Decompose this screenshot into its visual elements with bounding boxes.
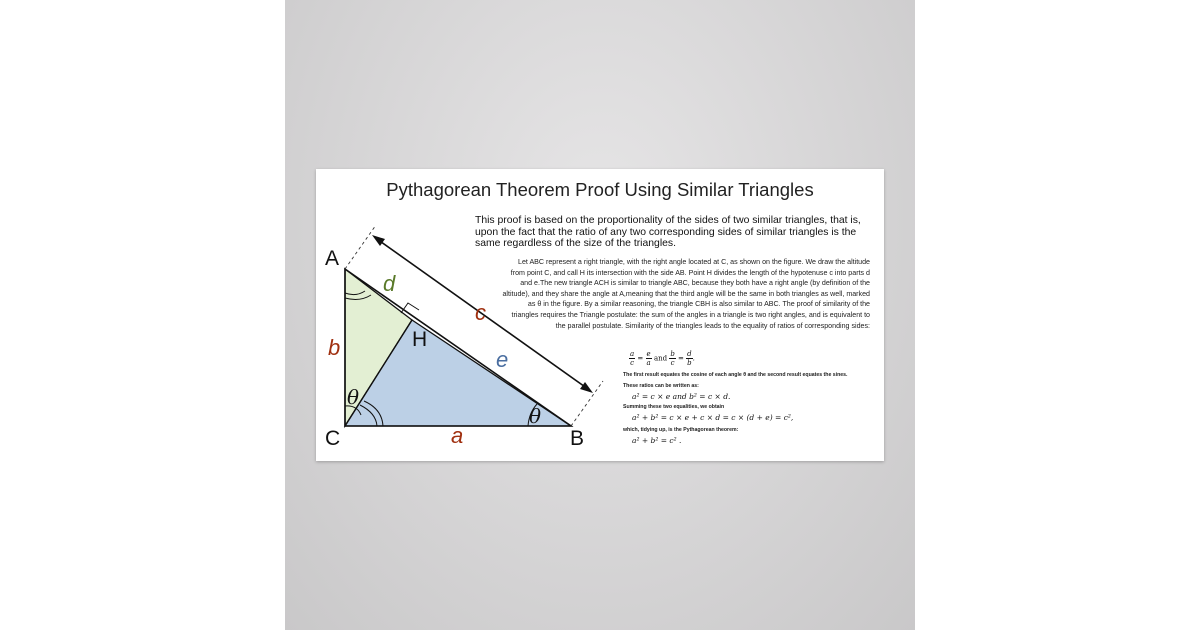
note-ratios-written: These ratios can be written as: [623, 383, 699, 389]
fraction-d-over-b: $\frac{d}{b}$ [687, 350, 692, 367]
intro-paragraph: This proof is based on the proportionality of the sides of two similar triangles, that is, upon the fact that the ratio of any two corresponding sides of similar triangles is the same regardless of the size of the triangles. [475, 215, 861, 250]
note-summing: Summing these two equalities, we obtain [623, 404, 725, 410]
note-tidying: which, tidying up, is the Pythagorean theorem: [623, 427, 739, 433]
vertex-label-C: C [325, 427, 341, 450]
poster-title: Pythagorean Theorem Proof Using Similar Triangles [386, 179, 814, 200]
fraction-e-over-a: $\frac{e}{a}$ [646, 350, 651, 367]
side-label-b: b [328, 335, 341, 360]
equation-pythagorean: a² + b² = c² . [632, 436, 682, 445]
poster [316, 169, 884, 461]
equation-sum: a² + b² = c × e + c × d = c × (d + e) = c², [632, 413, 794, 422]
equation-squares: a² = c × e and b² = c × d. [632, 392, 731, 401]
fraction-b-over-c: $\frac{b}{c}$ [670, 350, 675, 367]
side-label-e: e [496, 347, 509, 372]
fraction-a-over-c: $\frac{a}{c}$ [630, 350, 635, 367]
arrowhead-bottom [580, 382, 593, 393]
right-angle-marker-H [401, 303, 419, 313]
angle-label-theta-B: θ [529, 404, 542, 428]
vertex-label-B: B [570, 427, 585, 450]
and-word: and [653, 354, 668, 363]
triangle-diagram [316, 169, 884, 461]
arrowhead-top [372, 235, 385, 246]
vertex-label-H: H [412, 328, 428, 351]
side-label-c: c [475, 300, 486, 325]
vertex-label-A: A [325, 247, 340, 270]
proof-body-text: Let ABC represent a right triangle, with the right angle located at C, as shown on the figure. We draw the altitude from point C, and call H its intersection with the side AB. Point H divides the length of the hypotenuse c into parts d and e.The new triangle ACH is similar to triangle ABC, because they both have a right angle (by definition of the altitude), and they share the angle at A,meaning that the third angle will be the same in both triangles as well, marked as θ in the figure. By a similar reasoning, the triangle CBH is also similar to ABC. The proof of similarity of the triangles requires the Triangle postulate: the sum of the angles in a triangle is two right angles, and is equivalent to the parallel postulate. Similarity of the triangles leads to the equality of ratios of corresponding sides: [502, 258, 870, 330]
dashed-extension-A [345, 225, 376, 269]
side-label-d: d [383, 271, 396, 296]
angle-label-theta-C: θ [347, 385, 360, 409]
note-cosine-sine: The first result equates the cosine of each angle θ and the second result equates the sines. [623, 372, 848, 378]
ratio-equation: $\frac{a}{c}$ = $\frac{e}{a}$ and $\frac{b}{c}$ = $\frac{d}{b}$ . [630, 350, 695, 367]
side-label-a: a [451, 423, 464, 448]
